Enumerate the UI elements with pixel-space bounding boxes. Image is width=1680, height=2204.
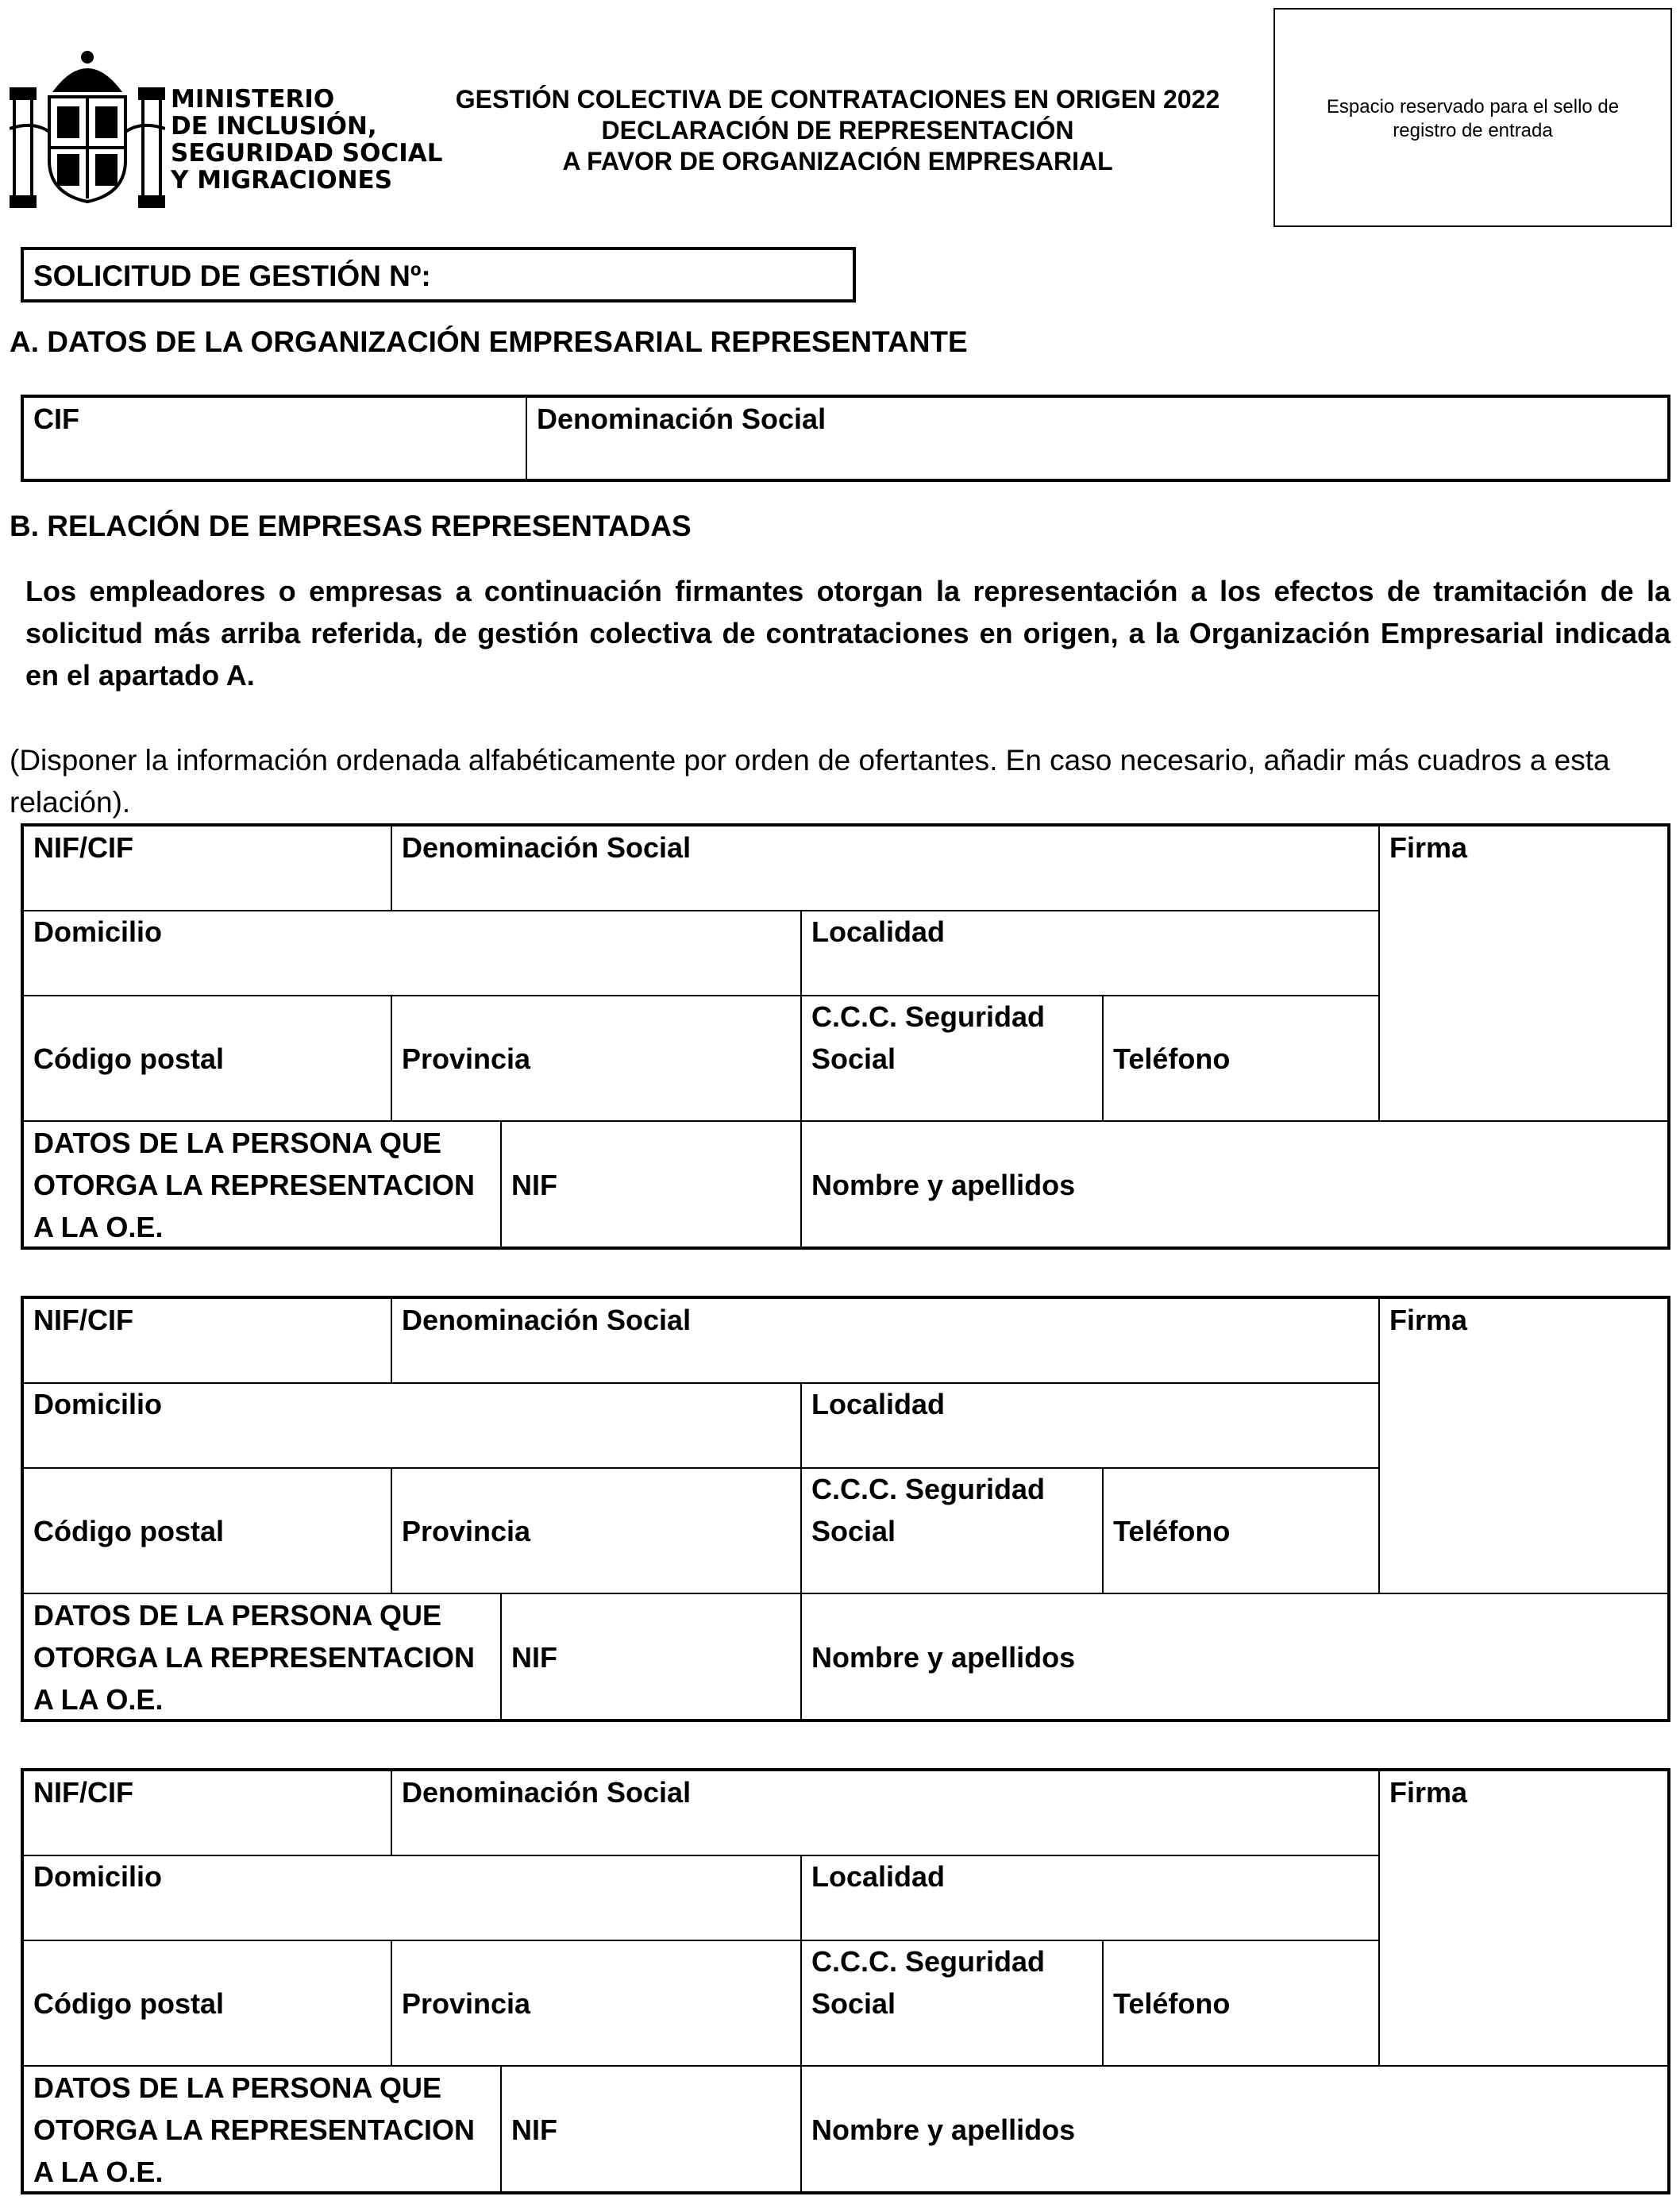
provincia-label: Provincia — [402, 1987, 531, 2020]
coat-of-arms-logo — [10, 49, 165, 208]
nombre-apellidos-label: Nombre y apellidos — [811, 1169, 1076, 1201]
datos-line: DATOS DE LA PERSONA QUE — [33, 1127, 442, 1159]
codigo-postal-label: Código postal — [33, 1042, 224, 1075]
codigo-postal-label: Código postal — [33, 1515, 224, 1547]
nombre-apellidos-label: Nombre y apellidos — [811, 2113, 1076, 2146]
datos-line: DATOS DE LA PERSONA QUE — [33, 1599, 442, 1632]
nif-cif-field[interactable] — [33, 1771, 133, 1813]
company-block — [21, 1296, 1670, 1722]
denominacion-social-field[interactable] — [402, 826, 691, 869]
telefono-field[interactable] — [1113, 1510, 1230, 1552]
localidad-field[interactable] — [811, 911, 945, 953]
codigo-postal-field[interactable] — [33, 1038, 224, 1080]
denominacion-social-field[interactable] — [402, 1771, 691, 1813]
denominacion-label: Denominación Social — [537, 403, 827, 435]
domicilio-label: Domicilio — [33, 915, 163, 948]
datos-line: A LA O.E. — [33, 1683, 164, 1716]
ccc-label-line: Social — [811, 1042, 896, 1075]
provincia-label: Provincia — [402, 1515, 531, 1547]
datos-line: OTORGA LA REPRESENTACION — [33, 1169, 476, 1201]
nombre-apellidos-field[interactable] — [811, 1164, 1075, 1206]
ccc-label-line: C.C.C. Seguridad — [811, 1000, 1046, 1033]
ccc-field[interactable] — [811, 996, 1045, 1080]
telefono-label: Teléfono — [1113, 1987, 1231, 2020]
firma-field[interactable] — [1389, 1771, 1467, 1813]
title-line: GESTIÓN COLECTIVA DE CONTRATACIONES EN ORIGEN 2022 — [455, 85, 1220, 114]
denominacion-field[interactable] — [537, 398, 826, 440]
firma-field[interactable] — [1389, 826, 1467, 869]
codigo-postal-field[interactable] — [33, 1982, 224, 2025]
nombre-apellidos-field[interactable] — [811, 1636, 1075, 1678]
firma-label: Firma — [1389, 1304, 1468, 1336]
domicilio-label: Domicilio — [33, 1860, 163, 1893]
datos-line: DATOS DE LA PERSONA QUE — [33, 2071, 442, 2104]
localidad-label: Localidad — [811, 915, 946, 948]
datos-line: OTORGA LA REPRESENTACION — [33, 2113, 476, 2146]
firma-label: Firma — [1389, 1776, 1468, 1809]
ministry-line: DE INCLUSIÓN, — [171, 112, 377, 141]
cif-field[interactable] — [33, 398, 79, 440]
codigo-postal-field[interactable] — [33, 1510, 224, 1552]
solicitud-number-field[interactable] — [21, 247, 856, 302]
ordering-note: (Disponer la información ordenada alfabéticamente por orden de ofertantes. En caso necesario, añadir más cuadros a esta relación). — [10, 744, 1610, 819]
representation-paragraph: Los empleadores o empresas a continuación firmantes otorgan la representación a los efectos de tramitación de la solicitud más arriba referida, de gestión colectiva de contrataciones en origen, a la Organización Empresarial indicada en el apartado A. — [25, 575, 1670, 692]
cif-label: CIF — [33, 403, 79, 435]
datos-persona-label — [33, 2067, 475, 2193]
firma-label: Firma — [1389, 831, 1468, 864]
datos-line: OTORGA LA REPRESENTACION — [33, 1641, 476, 1674]
representative-organization-table — [21, 395, 1670, 482]
nombre-apellidos-label: Nombre y apellidos — [811, 1641, 1076, 1674]
company-block — [21, 823, 1670, 1250]
domicilio-field[interactable] — [33, 911, 162, 953]
telefono-field[interactable] — [1113, 1982, 1230, 2025]
nif-cif-label: NIF/CIF — [33, 1304, 133, 1336]
ccc-field[interactable] — [811, 1940, 1045, 2025]
nif-field[interactable] — [511, 1164, 557, 1206]
telefono-label: Teléfono — [1113, 1515, 1231, 1547]
company-block — [21, 1768, 1670, 2194]
ccc-label-line: C.C.C. Seguridad — [811, 1473, 1046, 1505]
stamp-line: registro de entrada — [1393, 120, 1553, 141]
provincia-field[interactable] — [402, 1510, 530, 1552]
registry-stamp-box — [1273, 8, 1672, 227]
provincia-field[interactable] — [402, 1038, 530, 1080]
datos-persona-label — [33, 1594, 475, 1720]
provincia-field[interactable] — [402, 1982, 530, 2025]
nif-cif-label: NIF/CIF — [33, 1776, 133, 1809]
stamp-text — [1275, 95, 1670, 143]
ministry-line: MINISTERIO — [171, 85, 335, 114]
nif-field[interactable] — [511, 2109, 557, 2151]
ministry-line: Y MIGRACIONES — [171, 166, 393, 195]
ccc-label-line: C.C.C. Seguridad — [811, 1945, 1046, 1978]
telefono-field[interactable] — [1113, 1038, 1230, 1080]
document-title — [413, 84, 1262, 177]
denominacion-social-label: Denominación Social — [402, 1776, 692, 1809]
ministry-line: SEGURIDAD SOCIAL — [171, 139, 443, 168]
denominacion-social-field[interactable] — [402, 1299, 691, 1341]
section-a-heading: A. DATOS DE LA ORGANIZACIÓN EMPRESARIAL REPRESENTANTE — [10, 326, 968, 358]
domicilio-label: Domicilio — [33, 1388, 163, 1420]
ministry-name — [171, 86, 442, 194]
solicitud-label: SOLICITUD DE GESTIÓN Nº: — [33, 260, 431, 292]
ccc-label-line: Social — [811, 1987, 896, 2020]
nif-cif-field[interactable] — [33, 826, 133, 869]
datos-persona-label — [33, 1122, 475, 1248]
localidad-label: Localidad — [811, 1388, 946, 1420]
nif-label: NIF — [511, 1169, 557, 1201]
ccc-field[interactable] — [811, 1468, 1045, 1552]
nif-cif-field[interactable] — [33, 1299, 133, 1341]
nif-cif-label: NIF/CIF — [33, 831, 133, 864]
localidad-field[interactable] — [811, 1855, 945, 1898]
provincia-label: Provincia — [402, 1042, 531, 1075]
denominacion-social-label: Denominación Social — [402, 1304, 692, 1336]
title-line: DECLARACIÓN DE REPRESENTACIÓN — [601, 116, 1074, 144]
firma-field[interactable] — [1389, 1299, 1467, 1341]
telefono-label: Teléfono — [1113, 1042, 1231, 1075]
nif-field[interactable] — [511, 1636, 557, 1678]
nif-label: NIF — [511, 2113, 557, 2146]
section-b-heading: B. RELACIÓN DE EMPRESAS REPRESENTADAS — [10, 510, 692, 542]
title-line: A FAVOR DE ORGANIZACIÓN EMPRESARIAL — [562, 147, 1113, 175]
codigo-postal-label: Código postal — [33, 1987, 224, 2020]
ccc-label-line: Social — [811, 1515, 896, 1547]
localidad-field[interactable] — [811, 1383, 945, 1425]
nombre-apellidos-field[interactable] — [811, 2109, 1075, 2151]
nif-label: NIF — [511, 1641, 557, 1674]
datos-line: A LA O.E. — [33, 1211, 164, 1243]
denominacion-social-label: Denominación Social — [402, 831, 692, 864]
domicilio-field[interactable] — [33, 1855, 162, 1898]
stamp-line: Espacio reservado para el sello de — [1326, 96, 1620, 118]
localidad-label: Localidad — [811, 1860, 946, 1893]
datos-line: A LA O.E. — [33, 2156, 164, 2188]
domicilio-field[interactable] — [33, 1383, 162, 1425]
